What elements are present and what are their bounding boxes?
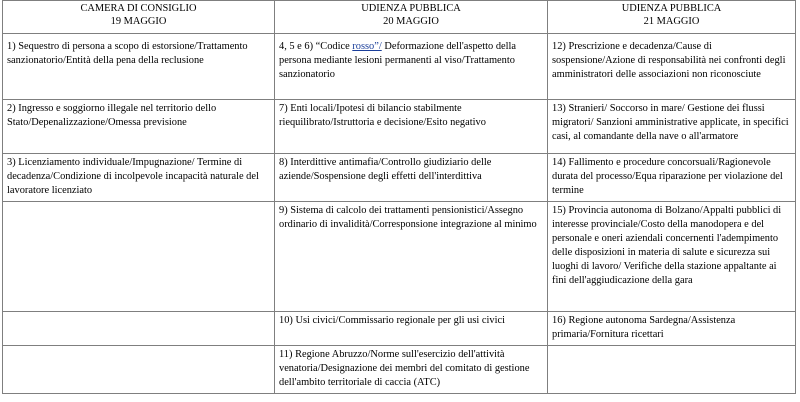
table-row <box>3 34 796 100</box>
header-row <box>3 1 796 34</box>
header-date: 19 MAGGIO <box>110 16 167 27</box>
case-cell <box>275 34 548 100</box>
case-text: 4, 5 e 6) “Codice <box>279 41 353 52</box>
case-cell: 13) Stranieri/ Soccorso in mare/ Gestione dei flussi migratori/ Sanzioni amministrative applicate, in specifici casi, al comandante della nave o all'armatore <box>548 100 796 154</box>
empty-cell <box>548 346 796 394</box>
table-row <box>3 312 796 346</box>
case-cell: 14) Fallimento e procedure concorsuali/Ragionevole durata del processo/Equa riparazione per violazione del termine <box>548 154 796 202</box>
table-row <box>3 154 796 202</box>
case-cell: 2) Ingresso e soggiorno illegale nel territorio dello Stato/Depenalizzazione/Omessa previsione <box>3 100 275 154</box>
header-title: CAMERA DI CONSIGLIO <box>80 3 197 14</box>
table-row <box>3 202 796 312</box>
empty-cell <box>3 346 275 394</box>
table-row <box>3 346 796 394</box>
case-cell: 15) Provincia autonoma di Bolzano/Appalti pubblici di interesse provinciale/Costo della manodopera e del personale e oneri aziendali concernenti l'adempimento delle disposizioni in materia di salute e sicurezza sui luoghi di lavoro/ Verifiche della stazione appaltante ai fini dell'aggiudicazione della gara <box>548 202 796 312</box>
table-row <box>3 100 796 154</box>
hearings-table <box>2 0 796 394</box>
case-cell: 8) Interdittive antimafia/Controllo giudiziario delle aziende/Sospensione degli effetti dell'interdittiva <box>275 154 548 202</box>
header-title: UDIENZA PUBBLICA <box>361 3 461 14</box>
header-udienza-21 <box>548 1 796 34</box>
header-date: 20 MAGGIO <box>383 16 439 27</box>
case-text: Deformazione dell'aspetto della persona mediante lesioni permanenti al viso/Trattamento sanzionatorio <box>279 41 517 80</box>
empty-cell <box>3 202 275 312</box>
header-camera-consiglio <box>3 1 275 34</box>
case-cell: 11) Regione Abruzzo/Norme sull'esercizio dell'attività venatoria/Designazione dei membri del comitato di gestione dell'ambito territoriale di caccia (ATC) <box>275 346 548 394</box>
case-cell: 1) Sequestro di persona a scopo di estorsione/Trattamento sanzionatorio/Entità della pena della reclusione <box>3 34 275 100</box>
case-cell: 16) Regione autonoma Sardegna/Assistenza primaria/Fornitura ricettari <box>548 312 796 346</box>
case-cell: 3) Licenziamento individuale/Impugnazione/ Termine di decadenza/Condizione di incolpevole incapacità naturale del lavoratore licenziato <box>3 154 275 202</box>
case-cell: 9) Sistema di calcolo dei trattamenti pensionistici/Assegno ordinario di invalidità/Corresponsione integrazione al minimo <box>275 202 548 312</box>
header-title: UDIENZA PUBBLICA <box>621 3 722 14</box>
case-cell: 12) Prescrizione e decadenza/Cause di sospensione/Azione di responsabilità nei confronti degli amministratori delle associazioni non riconosciute <box>548 34 796 100</box>
header-udienza-20 <box>275 1 548 34</box>
codice-rosso-link[interactable]: rosso”/ <box>352 41 382 52</box>
header-date: 21 MAGGIO <box>643 16 700 27</box>
case-cell: 7) Enti locali/Ipotesi di bilancio stabilmente riequilibrato/Istruttoria e decisione/Esito negativo <box>275 100 548 154</box>
empty-cell <box>3 312 275 346</box>
case-cell: 10) Usi civici/Commissario regionale per gli usi civici <box>275 312 548 346</box>
